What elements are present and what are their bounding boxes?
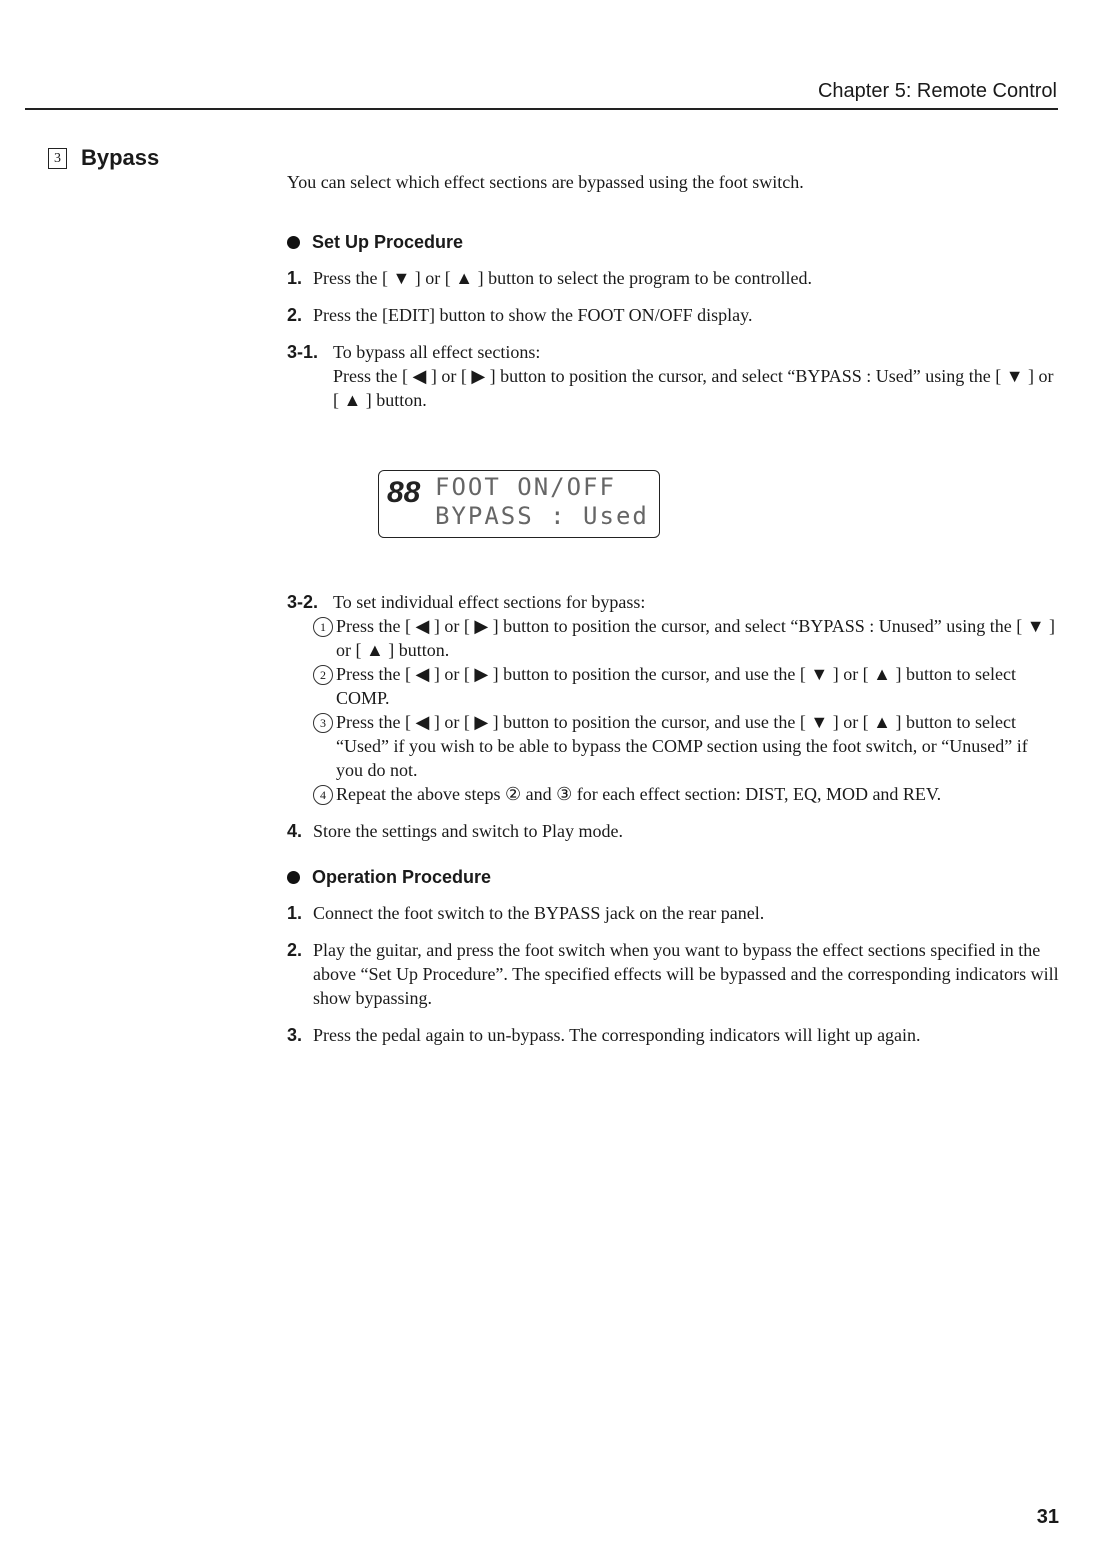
setup-heading (287, 230, 1059, 254)
step-text: Press the pedal again to un-bypass. The corresponding indicators will light up again. (313, 1025, 921, 1045)
setup-step-1 (287, 266, 1059, 290)
step-number: 3-1. (287, 342, 319, 362)
substep-1 (313, 614, 1059, 662)
circled-number: 4 (313, 785, 333, 805)
page-number: 31 (1036, 1506, 1059, 1528)
step-number: 2. (287, 940, 303, 960)
operation-heading (287, 865, 1059, 889)
step-number: 4. (287, 821, 303, 841)
step-text: Connect the foot switch to the BYPASS jack on the rear panel. (313, 903, 765, 923)
setup-step-3-1 (287, 340, 1059, 412)
setup-step-4 (287, 819, 1059, 843)
substep-2 (313, 662, 1059, 710)
main-content (287, 170, 1059, 1060)
setup-step-3-2 (287, 590, 1059, 614)
lcd-program-number: 88 (387, 476, 421, 509)
operation-heading-text: Operation Procedure (312, 867, 492, 887)
substep-text: Repeat the above steps ② and ③ for each effect section: DIST, EQ, MOD and REV. (336, 784, 942, 804)
substep-text: Press the [ ◀ ] or [ ▶ ] button to position the cursor, and select “BYPASS : Unused” using the [ ▼ ] or [ ▲ ] button. (336, 616, 1056, 660)
step-number: 1. (287, 903, 303, 923)
substep-4 (313, 782, 1059, 806)
lcd-figure (287, 412, 1059, 590)
step-text: To set individual effect sections for bypass: (333, 592, 646, 612)
step-text: Store the settings and switch to Play mode. (313, 821, 623, 841)
lcd-line-1: FOOT ON/OFF (435, 473, 616, 501)
substep-text: Press the [ ◀ ] or [ ▶ ] button to position the cursor, and use the [ ▼ ] or [ ▲ ] button to select “Used” if you wish to be able to bypass the COMP section using the foot switch, or “Unused” if you do not. (336, 712, 1028, 780)
step-number: 1. (287, 268, 303, 288)
lcd-line-2: BYPASS : Used (435, 502, 649, 530)
step-number: 3-2. (287, 592, 319, 612)
circled-number: 3 (313, 713, 333, 733)
step-text: Press the [ ▼ ] or [ ▲ ] button to select the program to be controlled. (313, 268, 813, 288)
bullet-icon (287, 236, 300, 249)
setup-step-2 (287, 303, 1059, 327)
section-title-text: Bypass (81, 145, 160, 170)
substep-text: Press the [ ◀ ] or [ ▶ ] button to position the cursor, and use the [ ▼ ] or [ ▲ ] button to select COMP. (336, 664, 1016, 708)
substep-3 (313, 710, 1059, 782)
circled-number: 1 (313, 617, 333, 637)
operation-step-2 (287, 938, 1059, 1010)
section-number-box: 3 (48, 148, 67, 169)
operation-step-1 (287, 901, 1059, 925)
step-text: Play the guitar, and press the foot switch when you want to bypass the effect sections specified in the above “Set Up Procedure”. The specified effects will be bypassed and the corresponding indicators will show bypassing. (313, 940, 1059, 1008)
lcd-display (378, 470, 660, 538)
step-text: Press the [ ◀ ] or [ ▶ ] button to position the cursor, and select “BYPASS : Used” using the [ ▼ ] or [ ▲ ] button. (333, 366, 1054, 410)
header-rule (25, 108, 1058, 110)
section-title (48, 145, 159, 171)
step-number: 3. (287, 1025, 303, 1045)
bullet-icon (287, 871, 300, 884)
intro-text: You can select which effect sections are bypassed using the foot switch. (287, 172, 804, 192)
step-body (333, 340, 1059, 412)
step-text: To bypass all effect sections: (333, 342, 541, 362)
circled-number: 2 (313, 665, 333, 685)
step-text: Press the [EDIT] button to show the FOOT ON/OFF display. (313, 305, 753, 325)
setup-heading-text: Set Up Procedure (312, 232, 464, 252)
step-number: 2. (287, 305, 303, 325)
operation-step-3 (287, 1023, 1059, 1047)
chapter-header: Chapter 5: Remote Control (817, 80, 1057, 102)
